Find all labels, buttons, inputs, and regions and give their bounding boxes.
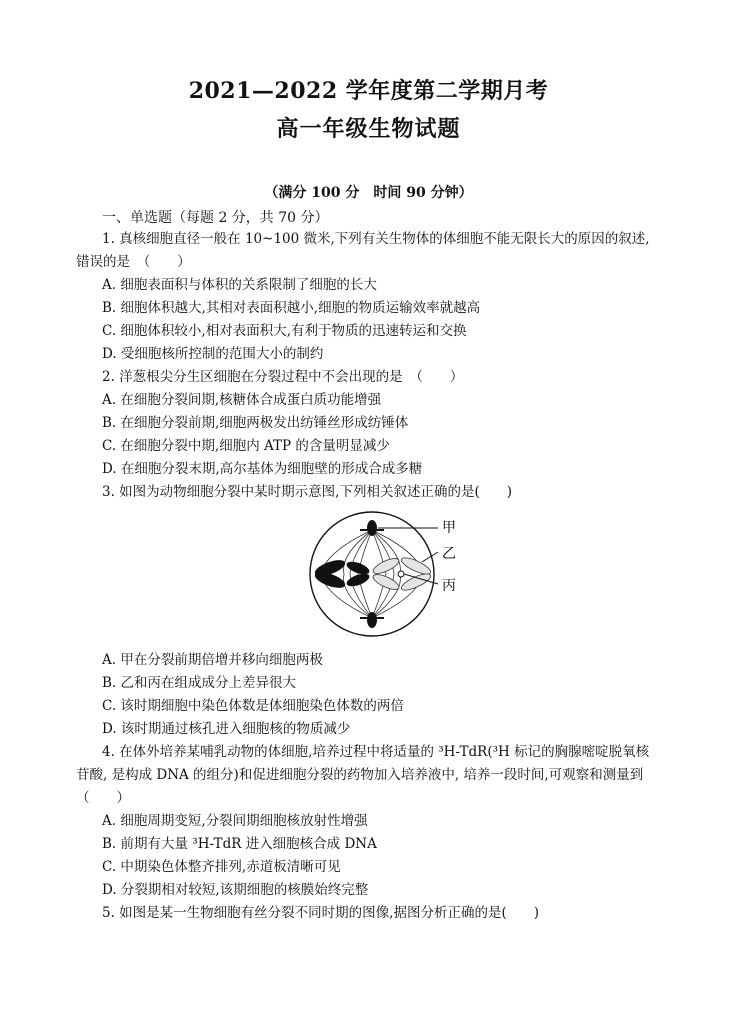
q4-option-b: B. 前期有大量 ³H-TdR 进入细胞核合成 DNA [102,836,377,852]
q5-stem: 5. 如图是某一生物细胞有丝分裂不同时期的图像,据图分析正确的是( ) [102,905,539,921]
q3-option-b: B. 乙和丙在组成成分上差异很大 [102,675,297,691]
q2-option-a: A. 在细胞分裂间期,核糖体合成蛋白质功能增强 [102,392,382,408]
q4-option-d: D. 分裂期相对较短,该期细胞的核膜始终完整 [102,882,369,898]
label-jia: 甲 [442,520,456,536]
q4-stem-line2: 苷酸, 是构成 DNA 的组分)和促进细胞分裂的药物加入培养液中, 培养一段时间,可观察和测量到 [76,767,644,783]
centromere [398,571,404,577]
q3-option-d: D. 该时期通过核孔进入细胞核的物质减少 [102,721,351,737]
q1-stem-line1: 1. 真核细胞直径一般在 10~100 微米,下列有关生物体的体细胞不能无限长大的原因的叙述, [102,231,650,247]
label-bing: 丙 [442,578,456,594]
q1-option-b: B. 细胞体积越大,其相对表面积越小,细胞的物质运输效率就越高 [102,300,481,316]
spindle-fibers [322,530,422,618]
q1-option-c: C. 细胞体积较小,相对表面积大,有利于物质的迅速转运和交换 [102,323,467,339]
q3-option-c: C. 该时期细胞中染色体数是体细胞染色体数的两倍 [102,698,404,714]
q4-option-a: A. 细胞周期变短,分裂间期细胞核放射性增强 [102,813,368,829]
q2-option-b: B. 在细胞分裂前期,细胞两极发出纺锤丝形成纺锤体 [102,415,409,431]
q2-stem: 2. 洋葱根尖分生区细胞在分裂过程中不会出现的是 （ ） [102,369,464,385]
q4-option-c: C. 中期染色体整齐排列,赤道板清晰可见 [102,859,341,875]
exam-subtitle: 高一年级生物试题 [276,116,461,142]
q1-option-a: A. 细胞表面积与体积的关系限制了细胞的长大 [102,277,377,293]
q2-option-c: C. 在细胞分裂中期,细胞内 ATP 的含量明显减少 [102,438,390,454]
section-heading: 一、单选题（每题 2 分，共 70 分） [102,210,329,226]
q3-stem: 3. 如图为动物细胞分裂中某时期示意图,下列相关叙述正确的是( ) [102,484,512,500]
q1-option-d: D. 受细胞核所控制的范围大小的制约 [102,346,324,362]
exam-meta: （满分 100 分 时间 90 分钟） [264,185,473,201]
chromosome-black [313,557,371,591]
cell-division-figure [300,510,470,638]
q2-option-d: D. 在细胞分裂末期,高尔基体为细胞壁的形成合成多糖 [102,461,423,477]
q4-stem-line1: 4. 在体外培养某哺乳动物的体细胞,培养过程中将适量的 ³H-TdR(³H 标记的胸腺嘧啶脱氧核 [102,744,650,760]
q4-stem-line3: （ ） [76,790,130,806]
q3-option-a: A. 甲在分裂前期倍增并移向细胞两极 [102,652,323,668]
exam-title: 2021—2022 学年度第二学期月考 [188,78,549,104]
bottom-centrosome [360,612,384,628]
q1-stem-line2: 错误的是 （ ） [76,254,191,270]
label-yi: 乙 [442,546,456,562]
